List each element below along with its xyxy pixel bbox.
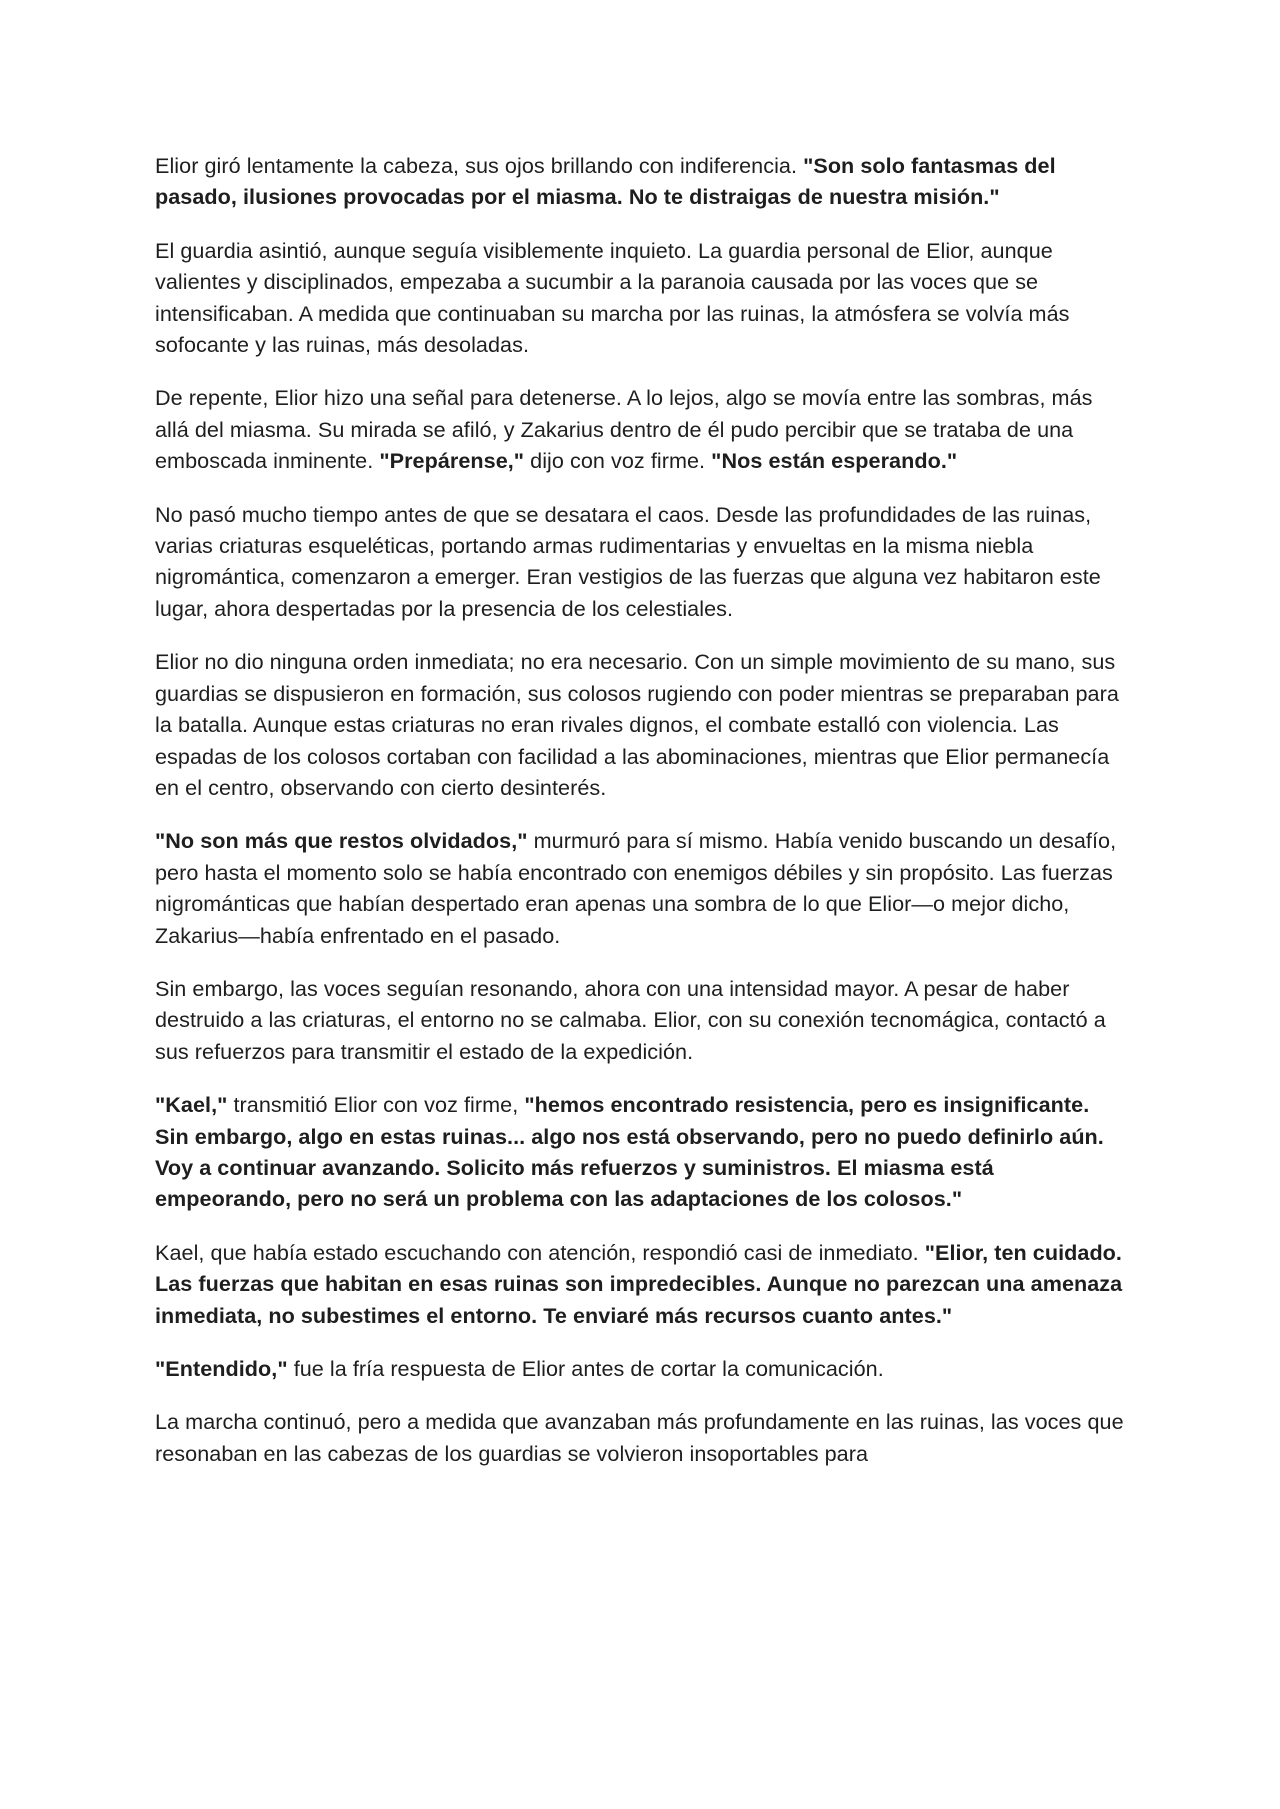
paragraph-text: De repente, Elior hizo una señal para detenerse. A lo lejos, algo se movía entre las sombras, más allá del miasma. Su mirada se afiló, y Zakarius dentro de él pudo percibir que se trataba de una emboscada inminente. (155, 385, 1093, 474)
paragraph-6 (155, 825, 1125, 951)
paragraph-text: Elior no dio ninguna orden inmediata; no era necesario. Con un simple movimiento de su mano, sus guardias se dispusieron en formación, sus colosos rugiendo con poder mientras se preparaban para la batalla. Aunque estas criaturas no eran rivales dignos, el combate estalló con violencia. Las espadas de los colosos cortaban con facilidad a las abominaciones, mientras que Elior permanecía en el centro, observando con cierto desinterés. (155, 649, 1119, 800)
paragraph-text: dijo con voz firme. (524, 448, 712, 474)
paragraph-4 (155, 499, 1125, 625)
dialogue-text: "Nos están esperando." (711, 448, 958, 474)
dialogue-text: "Elior, ten cuidado. Las fuerzas que habitan en esas ruinas son impredecibles. Aunque no parezcan una amenaza inmediata, no subestimes el entorno. Te enviaré más recursos cuanto antes." (155, 1239, 1123, 1328)
paragraph-text: La marcha continuó, pero a medida que avanzaban más profundamente en las ruinas, las voces que resonaban en las cabezas de los guardias se volvieron insoportables para (155, 1409, 1124, 1466)
paragraph-text: transmitió Elior con voz firme, (227, 1092, 525, 1118)
dialogue-text: "Prepárense," (379, 448, 525, 474)
paragraph-5 (155, 646, 1125, 803)
document-page (155, 150, 1125, 1491)
dialogue-text: "hemos encontrado resistencia, pero es insignificante. Sin embargo, algo en estas ruinas... algo nos está observando, pero no puedo definirlo aún. Voy a continuar avanzando. Solicito más refuerzos y suministros. El miasma está empeorando, pero no será un problema con las adaptaciones de los colosos." (155, 1092, 1104, 1212)
dialogue-text: "No son más que restos olvidados," (155, 828, 528, 854)
dialogue-text: "Kael," (155, 1092, 228, 1118)
dialogue-text: "Entendido," (155, 1356, 288, 1381)
paragraph-text: Elior giró lentamente la cabeza, sus ojos brillando con indiferencia. (155, 153, 804, 178)
paragraph-2 (155, 235, 1125, 361)
paragraph-7 (155, 973, 1125, 1067)
dialogue-text: "Son solo fantasmas del pasado, ilusiones provocadas por el miasma. No te distraigas de nuestra misión." (155, 153, 1056, 210)
paragraph-text: murmuró para sí mismo. Había venido buscando un desafío, pero hasta el momento solo se había encontrado con enemigos débiles y sin propósito. Las fuerzas nigrománticas que habían despertado eran apenas una sombra de lo que Elior—o mejor dicho, Zakarius—había enfrentado en el pasado. (155, 828, 1117, 948)
paragraph-9 (155, 1237, 1125, 1331)
paragraph-text: Sin embargo, las voces seguían resonando, ahora con una intensidad mayor. A pesar de haber destruido a las criaturas, el entorno no se calmaba. Elior, con su conexión tecnomágica, contactó a sus refuerzos para transmitir el estado de la expedición. (155, 975, 1106, 1064)
paragraph-text: Kael, que había estado escuchando con atención, respondió casi de inmediato. (155, 1239, 925, 1265)
paragraph-11 (155, 1406, 1125, 1469)
paragraph-3 (155, 382, 1125, 476)
paragraph-text: No pasó mucho tiempo antes de que se desatara el caos. Desde las profundidades de las ruinas, varias criaturas esqueléticas, portando armas rudimentarias y envueltas en la misma niebla nigromántica, comenzaron a emerger. Eran vestigios de las fuerzas que alguna vez habitaron este lugar, ahora despertadas por la presencia de los celestiales. (155, 501, 1101, 621)
paragraph-text: fue la fría respuesta de Elior antes de cortar la comunicación. (287, 1356, 884, 1381)
paragraph-text: El guardia asintió, aunque seguía visiblemente inquieto. La guardia personal de Elior, aunque valientes y disciplinados, empezaba a sucumbir a la paranoia causada por las voces que se intensificaban. A medida que continuaban su marcha por las ruinas, la atmósfera se volvía más sofocante y las ruinas, más desoladas. (155, 237, 1070, 358)
paragraph-8 (155, 1089, 1125, 1215)
paragraph-1 (155, 150, 1125, 213)
paragraph-10 (155, 1353, 1125, 1384)
